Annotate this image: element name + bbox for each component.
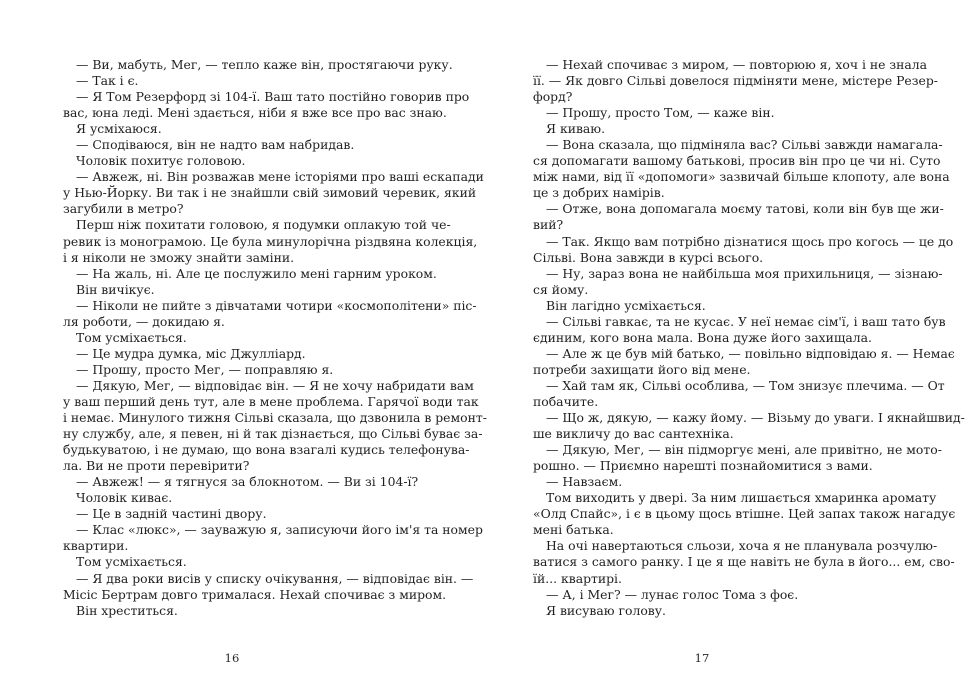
- right-page: [533, 57, 965, 619]
- text-line: Я усміхаюся.: [76, 121, 162, 137]
- text-line: ревик із монограмою. Це була минулорічна різдвяна колекція,: [63, 233, 478, 249]
- text-line: і немає. Минулого тижня Сільві сказала, що дзвонила в ремонт-: [63, 410, 487, 426]
- text-line: — Прошу, просто Мег, — поправляю я.: [76, 361, 334, 377]
- text-line: і я ніколи не зможу знайти заміни.: [63, 249, 295, 265]
- text-line: — Що ж, дякую, — кажу йому. — Візьму до уваги. І якнайшвид-: [546, 410, 965, 426]
- text-line: — Сільві гавкає, та не кусає. У неї немає сім'ї, і ваш тато був: [546, 313, 946, 329]
- text-line: Він вичікує.: [76, 281, 155, 297]
- text-line: Перш ніж похитати головою, я подумки оплакую той че-: [76, 217, 451, 233]
- text-line: ла. Ви не проти перевірити?: [63, 458, 250, 474]
- text-line: — Це мудра думка, міс Джулліард.: [76, 345, 306, 361]
- text-line: потреби захищати його від мене.: [533, 361, 751, 377]
- text-line: Сільві. Вона завжди в курсі всього.: [533, 249, 764, 265]
- text-line: — Клас «люкс», — зауважую я, записуючи його ім'я та номер: [76, 522, 483, 538]
- text-line: — Ви, мабуть, Мег, — тепло каже він, простягаючи руку.: [76, 57, 453, 72]
- text-line: вий?: [533, 217, 564, 233]
- text-line: це з добрих намірів.: [533, 185, 665, 201]
- left-page: [63, 57, 487, 619]
- text-line: Том усміхається.: [76, 329, 187, 345]
- text-line: — Але ж це був мій батько, — повільно відповідаю я. — Немає: [546, 345, 955, 361]
- text-line: квартири.: [63, 538, 129, 554]
- text-line: форд?: [533, 89, 573, 105]
- right-page-number: 17: [694, 651, 710, 665]
- text-line: у ваш перший день тут, але в мене проблема. Гарячої води так: [63, 393, 479, 409]
- text-line: ну службу, але, я певен, ні й так дізнається, що Сільві буває за-: [63, 426, 483, 442]
- text-line: — Авжеж! — я тягнуся за блокнотом. — Ви зі 104-ї?: [76, 474, 419, 490]
- text-line: рошно. — Приємно нарешті познайомитися з вами.: [533, 458, 873, 474]
- text-line: Я висуваю голову.: [546, 602, 666, 618]
- text-line: їй... квартирі.: [533, 570, 622, 586]
- text-line: у Нью-Йорку. Ви так і не знайшли свій зимовий черевик, який: [63, 185, 477, 201]
- text-line: — Отже, вона допомагала моєму татові, коли він був ще жи-: [546, 201, 944, 217]
- text-line: ватися з самого ранку. І це я ще навіть не була в його... ем, сво-: [533, 554, 955, 570]
- text-line: — Я два роки висів у списку очікування, — відповідає він. —: [76, 570, 474, 586]
- text-line: ся йому.: [533, 281, 589, 297]
- text-line: Я киваю.: [546, 121, 606, 137]
- text-line: загубили в метро?: [63, 201, 184, 217]
- text-line: — Я Том Резерфорд зі 104-ї. Ваш тато постійно говорив про: [76, 89, 470, 105]
- text-line: мені батька.: [533, 522, 614, 538]
- text-line: між нами, від її «допомоги» зазвичай більше клопоту, але вона: [533, 169, 950, 185]
- text-line: ля роботи, — докидаю я.: [63, 313, 225, 329]
- text-line: — Нехай спочиває з миром, — повторюю я, хоч і не знала: [546, 57, 928, 72]
- text-line: — Ніколи не пийте з дівчатами чотири «космополітени» піс-: [76, 297, 477, 313]
- text-line: — Ну, зараз вона не найбільша моя прихильниця, — зізнаю-: [546, 265, 943, 281]
- text-line: ше викличу до вас сантехніка.: [533, 426, 734, 442]
- text-line: будькуватою, і не думаю, що вона взагалі кудись телефонува-: [63, 442, 470, 458]
- text-line: — Це в задній частині двору.: [76, 506, 267, 522]
- text-line: — Так. Якщо вам потрібно дізнатися щось про когось — це до: [546, 233, 954, 249]
- text-line: Чоловік похитує головою.: [76, 153, 246, 169]
- text-line: — А, і Мег? — лунає голос Тома з фоє.: [546, 586, 799, 602]
- text-line: вас, юна леді. Мені здається, ніби я вже все про вас знаю.: [63, 105, 447, 121]
- text-line: — Авжеж, ні. Він розважав мене історіями про ваші ескапади: [76, 169, 484, 185]
- text-line: — Дякую, Мег, — відповідає він. — Я не хочу набридати вам: [76, 377, 474, 393]
- text-line: побачите.: [533, 393, 599, 409]
- text-line: Чоловік киває.: [76, 490, 173, 506]
- text-line: — Так і є.: [76, 73, 139, 89]
- left-page-number: 16: [224, 651, 240, 665]
- text-line: — Навзаєм.: [546, 474, 623, 490]
- text-line: Том усміхається.: [76, 554, 187, 570]
- text-line: Місіс Бертрам довго трималася. Нехай спочиває з миром.: [63, 586, 447, 602]
- text-line: єдиним, кого вона мала. Вона дуже його захищала.: [533, 329, 872, 345]
- text-line: «Олд Спайс», і є в цьому щось втішне. Цей запах також нагадує: [533, 506, 956, 522]
- text-line: — Прошу, просто Том, — каже він.: [546, 105, 775, 121]
- text-line: Він лагідно усміхається.: [546, 297, 706, 313]
- text-line: — Хай там як, Сільві особлива, — Том знизує плечима. — От: [546, 377, 945, 393]
- text-line: — Дякую, Мег, — він підморгує мені, але привітно, не мото-: [546, 442, 942, 458]
- text-line: її. — Як довго Сільві довелося підміняти мене, містере Резер-: [533, 73, 938, 89]
- text-line: — Сподіваюся, він не надто вам набридав.: [76, 137, 355, 153]
- text-line: На очі навертаються сльози, хоча я не планувала розчулю-: [546, 538, 938, 554]
- text-line: — Вона сказала, що підміняла вас? Сільві завжди намагала-: [546, 137, 943, 153]
- text-line: ся допомагати вашому батькові, просив він про це чи ні. Суто: [533, 153, 941, 169]
- text-line: Том виходить у двері. За ним лишається хмаринка аромату: [546, 490, 937, 506]
- text-line: — На жаль, ні. Але це послужило мені гарним уроком.: [76, 265, 437, 281]
- text-line: Він хреститься.: [76, 602, 178, 618]
